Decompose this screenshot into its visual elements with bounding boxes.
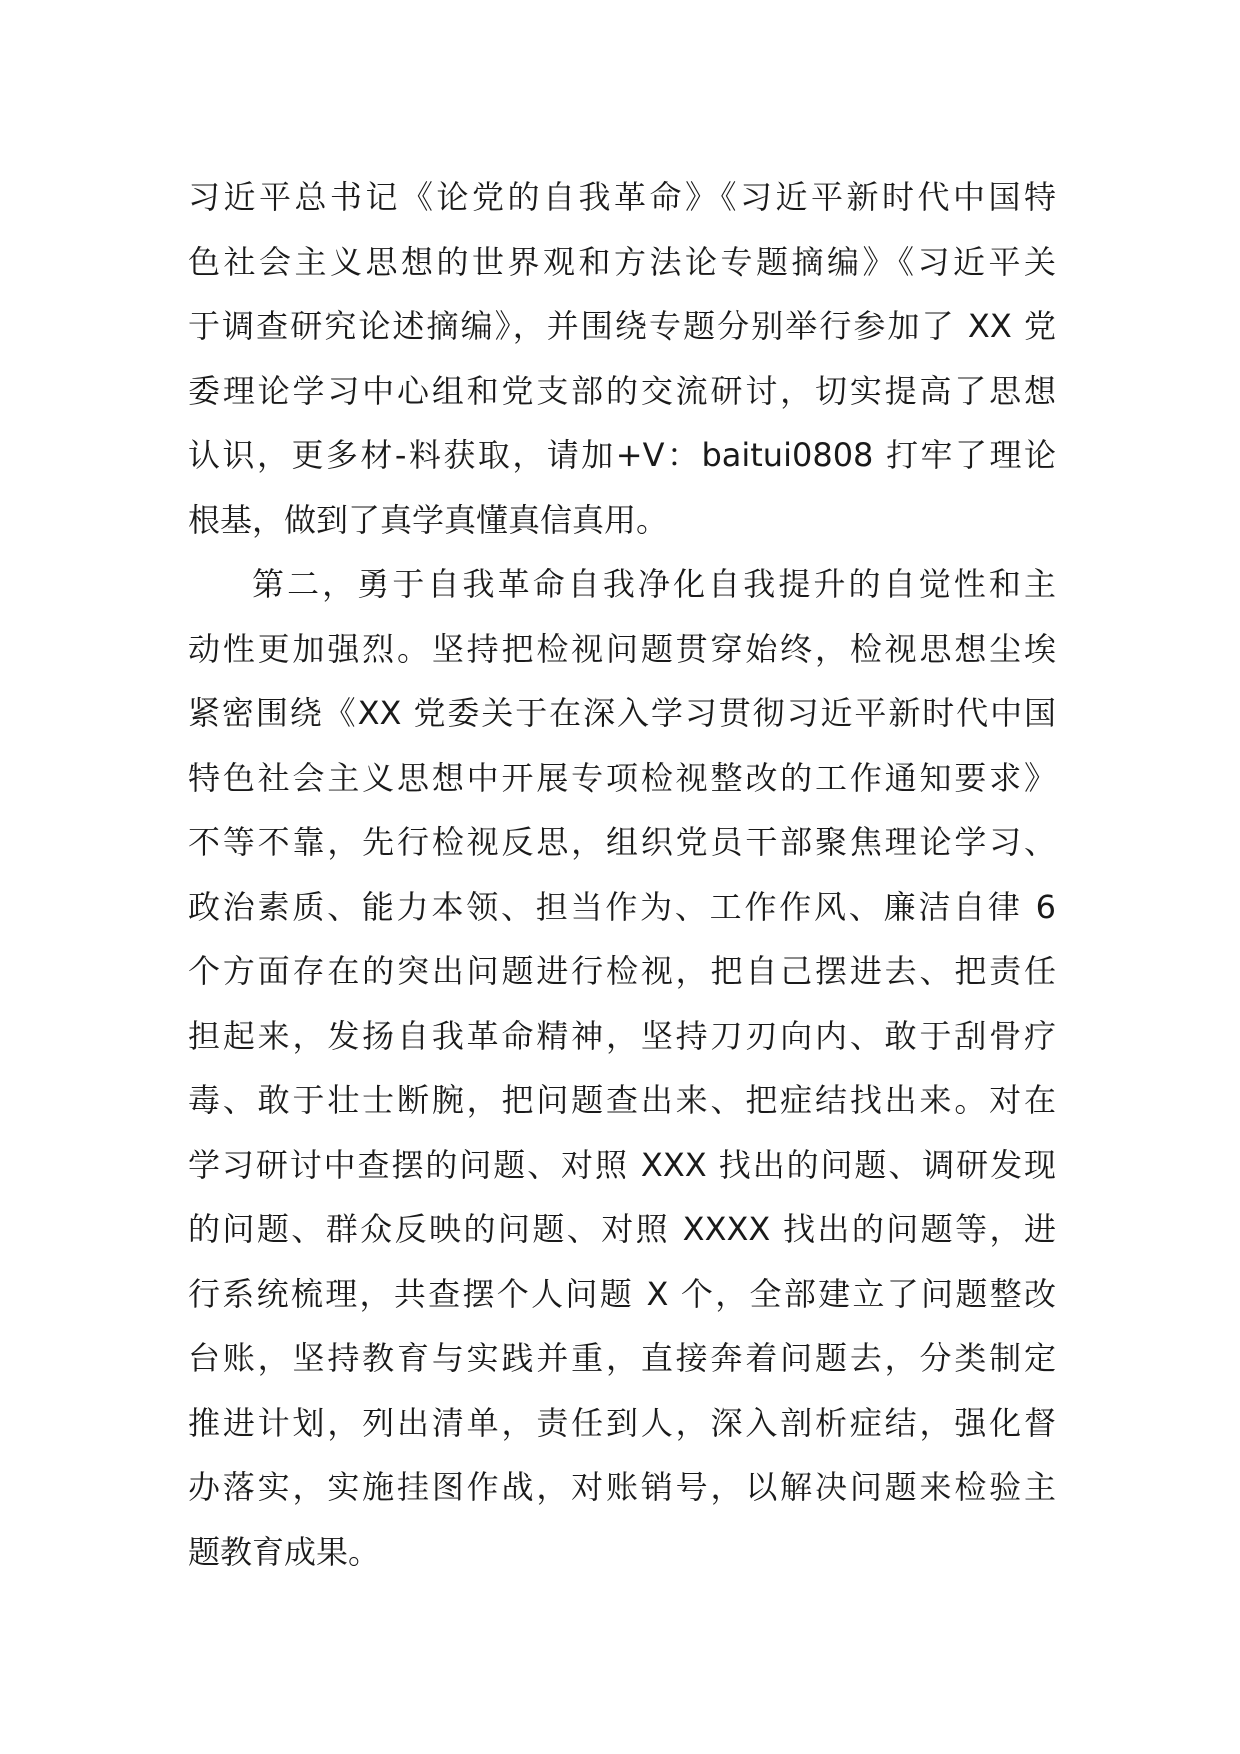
text-line: 毒、敢于壮士断腕，把问题查出来、把症结找出来。对在	[188, 1081, 1056, 1119]
text-line: 不等不靠，先行检视反思，组织党员干部聚焦理论学习、	[188, 823, 1056, 861]
text-line: 办落实，实施挂图作战，对账销号，以解决问题来检验主	[188, 1468, 1056, 1506]
text-line: 认识，更多材-料获取，请加+V：baitui0808 打牢了理论	[188, 436, 1056, 474]
text-line: 根基，做到了真学真懂真信真用。	[188, 500, 669, 539]
text-line: 色社会主义思想的世界观和方法论专题摘编》《习近平关	[188, 242, 1056, 281]
text-line: 推进计划，列出清单，责任到人，深入剖析症结，强化督	[188, 1403, 1056, 1442]
text-line: 于调查研究论述摘编》，并围绕专题分别举行参加了 XX 党	[188, 307, 1056, 345]
paragraph-1	[188, 165, 1056, 552]
text-line: 习近平总书记《论党的自我革命》《习近平新时代中国特	[188, 178, 1056, 216]
text-line: 的问题、群众反映的问题、对照 XXXX 找出的问题等，进	[188, 1210, 1056, 1248]
text-line: 紧密围绕《XX 党委关于在深入学习贯彻习近平新时代中国	[188, 694, 1056, 732]
text-line: 特色社会主义思想中开展专项检视整改的工作通知要求》	[188, 758, 1056, 797]
text-line: 担起来，发扬自我革命精神，坚持刀刃向内、敢于刮骨疗	[188, 1016, 1056, 1055]
paragraph-2	[188, 552, 1056, 1584]
text-line: 学习研讨中查摆的问题、对照 XXX 找出的问题、调研发现	[188, 1145, 1056, 1184]
document-body	[188, 165, 1056, 1584]
text-line: 委理论学习中心组和党支部的交流研讨，切实提高了思想	[188, 371, 1056, 410]
text-line: 第二，勇于自我革命自我净化自我提升的自觉性和主	[252, 565, 1056, 603]
text-line: 行系统梳理，共查摆个人问题 X 个，全部建立了问题整改	[188, 1274, 1056, 1313]
text-line: 题教育成果。	[188, 1532, 381, 1571]
text-line: 政治素质、能力本领、担当作为、工作作风、廉洁自律 6	[188, 887, 1056, 926]
text-line: 动性更加强烈。坚持把检视问题贯穿始终，检视思想尘埃	[188, 629, 1056, 668]
text-line: 个方面存在的突出问题进行检视，把自己摆进去、把责任	[188, 952, 1056, 990]
text-line: 台账，坚持教育与实践并重，直接奔着问题去，分类制定	[188, 1339, 1056, 1377]
